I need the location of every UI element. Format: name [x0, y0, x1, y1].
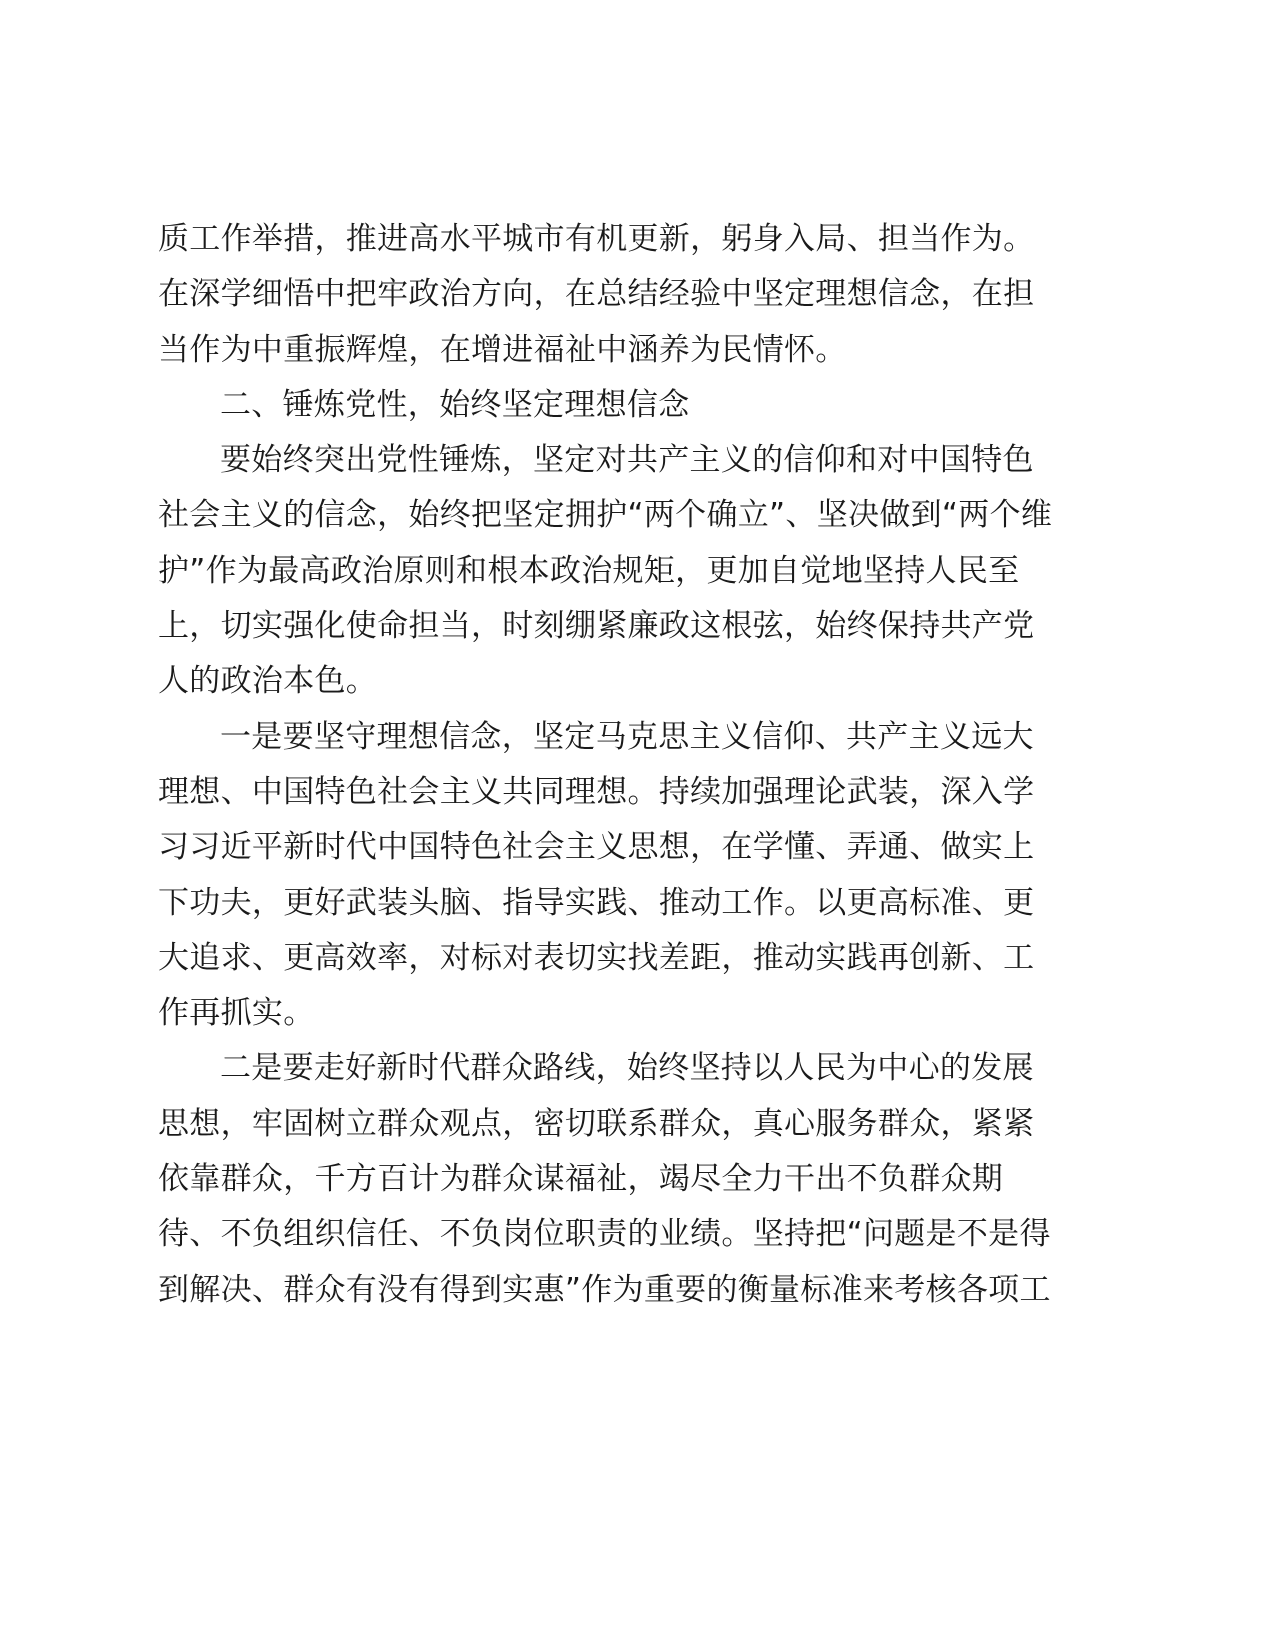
text-line: 在深学细悟中把牢政治方向，在总结经验中坚定理想信念，在担: [158, 276, 1035, 313]
paragraph-start-line: 一是要坚守理想信念，坚定马克思主义信仰、共产主义远大: [220, 718, 1034, 755]
text-line: 下功夫，更好武装头脑、指导实践、推动工作。以更高标准、更: [158, 884, 1035, 921]
text-line: 到解决、群众有没有得到实惠”作为重要的衡量标准来考核各项工: [158, 1271, 1051, 1308]
text-line: 社会主义的信念，始终把坚定拥护“两个确立”、坚决做到“两个维: [158, 497, 1053, 534]
text-line: 人的政治本色。: [158, 663, 378, 700]
section-heading: 二、锤炼党性，始终坚定理想信念: [220, 386, 690, 423]
text-line: 习习近平新时代中国特色社会主义思想，在学懂、弄通、做实上: [158, 829, 1035, 866]
text-line: 大追求、更高效率，对标对表切实找差距，推动实践再创新、工: [158, 939, 1035, 976]
text-line: 当作为中重振辉煌，在增进福祉中涵养为民情怀。: [158, 331, 847, 368]
text-line: 上，切实强化使命担当，时刻绷紧廉政这根弦，始终保持共产党: [158, 608, 1035, 645]
paragraph-start-line: 二是要走好新时代群众路线，始终坚持以人民为中心的发展: [220, 1050, 1034, 1087]
text-line: 作再抓实。: [158, 995, 315, 1032]
text-line: 待、不负组织信任、不负岗位职责的业绩。坚持把“问题是不是得: [158, 1216, 1051, 1253]
paragraph-start-line: 要始终突出党性锤炼，坚定对共产主义的信仰和对中国特色: [220, 442, 1034, 479]
text-line: 护”作为最高政治原则和根本政治规矩，更加自觉地坚持人民至: [158, 552, 1020, 589]
text-line: 质工作举措，推进高水平城市有机更新，躬身入局、担当作为。: [158, 221, 1035, 257]
text-line: 思想，牢固树立群众观点，密切联系群众，真心服务群众，紧紧: [158, 1105, 1035, 1142]
document-body: [158, 212, 1078, 1318]
text-line: 理想、中国特色社会主义共同理想。持续加强理论武装，深入学: [158, 773, 1035, 810]
text-line: 依靠群众，千方百计为群众谋福祉，竭尽全力干出不负群众期: [158, 1161, 1004, 1198]
